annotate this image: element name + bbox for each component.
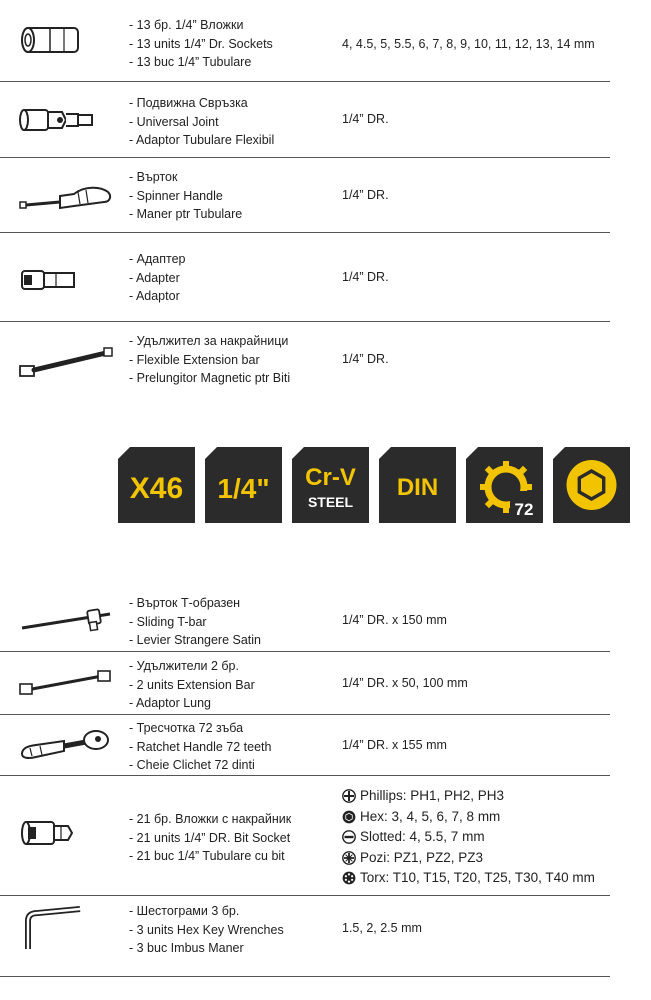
- badge-drive-text: 1/4": [217, 473, 270, 504]
- pozi-icon: [342, 851, 356, 865]
- item-line: - Adaptor Tubulare Flexibil: [129, 133, 275, 147]
- divider: [0, 714, 610, 715]
- ratchet-handle-icon: [14, 724, 114, 764]
- item-spec: 1/4” DR.: [342, 270, 389, 284]
- badge-piece-count: [118, 447, 195, 523]
- item-line: - Удължители 2 бр.: [129, 659, 239, 673]
- badge-72-teeth: [466, 447, 543, 523]
- bit-type-text: Pozi: PZ1, PZ2, PZ3: [360, 849, 484, 865]
- item-line: - Тресчотка 72 зъба: [129, 721, 244, 735]
- badge-din: [379, 447, 456, 523]
- item-spec: 1/4” DR. x 155 mm: [342, 738, 447, 752]
- item-line: - Adaptor Lung: [129, 696, 212, 710]
- bit-type-torx: [342, 868, 595, 889]
- phillips-icon: [342, 789, 356, 803]
- bit-type-hex: [342, 807, 595, 828]
- item-line: - 13 buc 1/4” Tubulare: [129, 55, 252, 69]
- universal-joint-icon: [14, 100, 114, 140]
- item-spec: 1/4” DR.: [342, 188, 389, 202]
- item-line: - Adapter: [129, 270, 180, 285]
- item-line: - Ratchet Handle 72 teeth: [129, 739, 272, 754]
- item-line: - Flexible Extension bar: [129, 352, 260, 367]
- bit-type-phillips: [342, 786, 595, 807]
- bit-type-list: [342, 786, 595, 889]
- item-line: - Maner ptr Tubulare: [129, 207, 243, 221]
- bit-type-pozi: [342, 848, 595, 869]
- bit-type-text: Slotted: 4, 5.5, 7 mm: [360, 829, 485, 844]
- item-line: - Cheie Clichet 72 dinti: [129, 758, 255, 772]
- item-spec: 1/4” DR. x 150 mm: [342, 613, 447, 627]
- divider: [0, 775, 610, 776]
- badge-crv-steel: [292, 447, 369, 523]
- item-line: - Върток Т-образен: [129, 596, 241, 610]
- item-line: - Levier Strangere Satin: [129, 633, 262, 647]
- bit-socket-icon: [14, 812, 114, 856]
- item-line: - 2 units Extension Bar: [129, 677, 255, 692]
- badge-count-text: X46: [129, 472, 184, 505]
- sliding-t-bar-icon: [14, 600, 114, 636]
- item-spec: 1.5, 2, 2.5 mm: [342, 921, 422, 935]
- divider: [0, 651, 610, 652]
- badge-hex: [553, 447, 630, 523]
- item-line: - 3 buc Imbus Maner: [129, 941, 244, 955]
- item-line: - Подвижна Свръзка: [129, 96, 248, 110]
- socket-icon: [14, 20, 114, 60]
- divider: [0, 232, 610, 233]
- extension-bar-icon: [14, 664, 114, 700]
- torx-icon: [342, 871, 356, 885]
- item-line: - 21 buc 1/4” Tubulare cu bit: [129, 849, 285, 863]
- badge-din-text: DIN: [396, 474, 439, 501]
- feature-badges: [118, 447, 630, 523]
- item-line: - Universal Joint: [129, 114, 219, 129]
- badge-drive-size: [205, 447, 282, 523]
- hex-icon: [342, 810, 356, 824]
- item-line: - Удължител за накрайници: [129, 334, 289, 348]
- hex-key-icon: [14, 905, 114, 957]
- divider: [0, 895, 610, 896]
- item-spec: 1/4” DR.: [342, 112, 389, 126]
- divider: [0, 321, 610, 322]
- item-spec: 1/4” DR.: [342, 352, 389, 366]
- bit-type-text: Phillips: PH1, PH2, PH3: [360, 788, 505, 803]
- bit-type-text: Hex: 3, 4, 5, 6, 7, 8 mm: [360, 808, 501, 824]
- divider: [0, 157, 610, 158]
- bit-type-text: Torx: T10, T15, T20, T25, T30, T40 mm: [360, 870, 595, 885]
- spinner-handle-icon: [14, 180, 114, 220]
- item-spec: 4, 4.5, 5, 5.5, 6, 7, 8, 9, 10, 11, 12, 13, 14 mm: [342, 37, 595, 51]
- slotted-icon: [342, 830, 356, 844]
- item-line: - Sliding T-bar: [129, 614, 207, 629]
- badge-teeth-text: 72: [514, 500, 534, 519]
- divider: [0, 81, 610, 82]
- item-line: - 21 бр. Вложки с накрайник: [129, 812, 292, 826]
- bit-type-slotted: [342, 827, 595, 848]
- item-line: - 21 units 1/4” DR. Bit Socket: [129, 830, 291, 845]
- divider: [0, 976, 610, 977]
- item-line: - Адаптер: [129, 252, 186, 266]
- item-line: - Върток: [129, 170, 178, 184]
- item-line: - 13 бр. 1/4” Вложки: [129, 18, 244, 32]
- item-line: - 13 units 1/4” Dr. Sockets: [129, 36, 273, 51]
- item-spec: 1/4” DR. x 50, 100 mm: [342, 676, 468, 690]
- badge-crv-text: Cr-V: [305, 464, 356, 491]
- badge-steel-text: STEEL: [307, 494, 354, 510]
- item-line: - Prelungitor Magnetic ptr Biti: [129, 371, 291, 385]
- item-line: - Spinner Handle: [129, 188, 223, 203]
- item-line: - Adaptor: [129, 289, 180, 303]
- flexible-extension-icon: [14, 340, 114, 380]
- adapter-icon: [14, 263, 114, 297]
- item-line: - Шестограми 3 бр.: [129, 904, 240, 918]
- item-line: - 3 units Hex Key Wrenches: [129, 922, 284, 937]
